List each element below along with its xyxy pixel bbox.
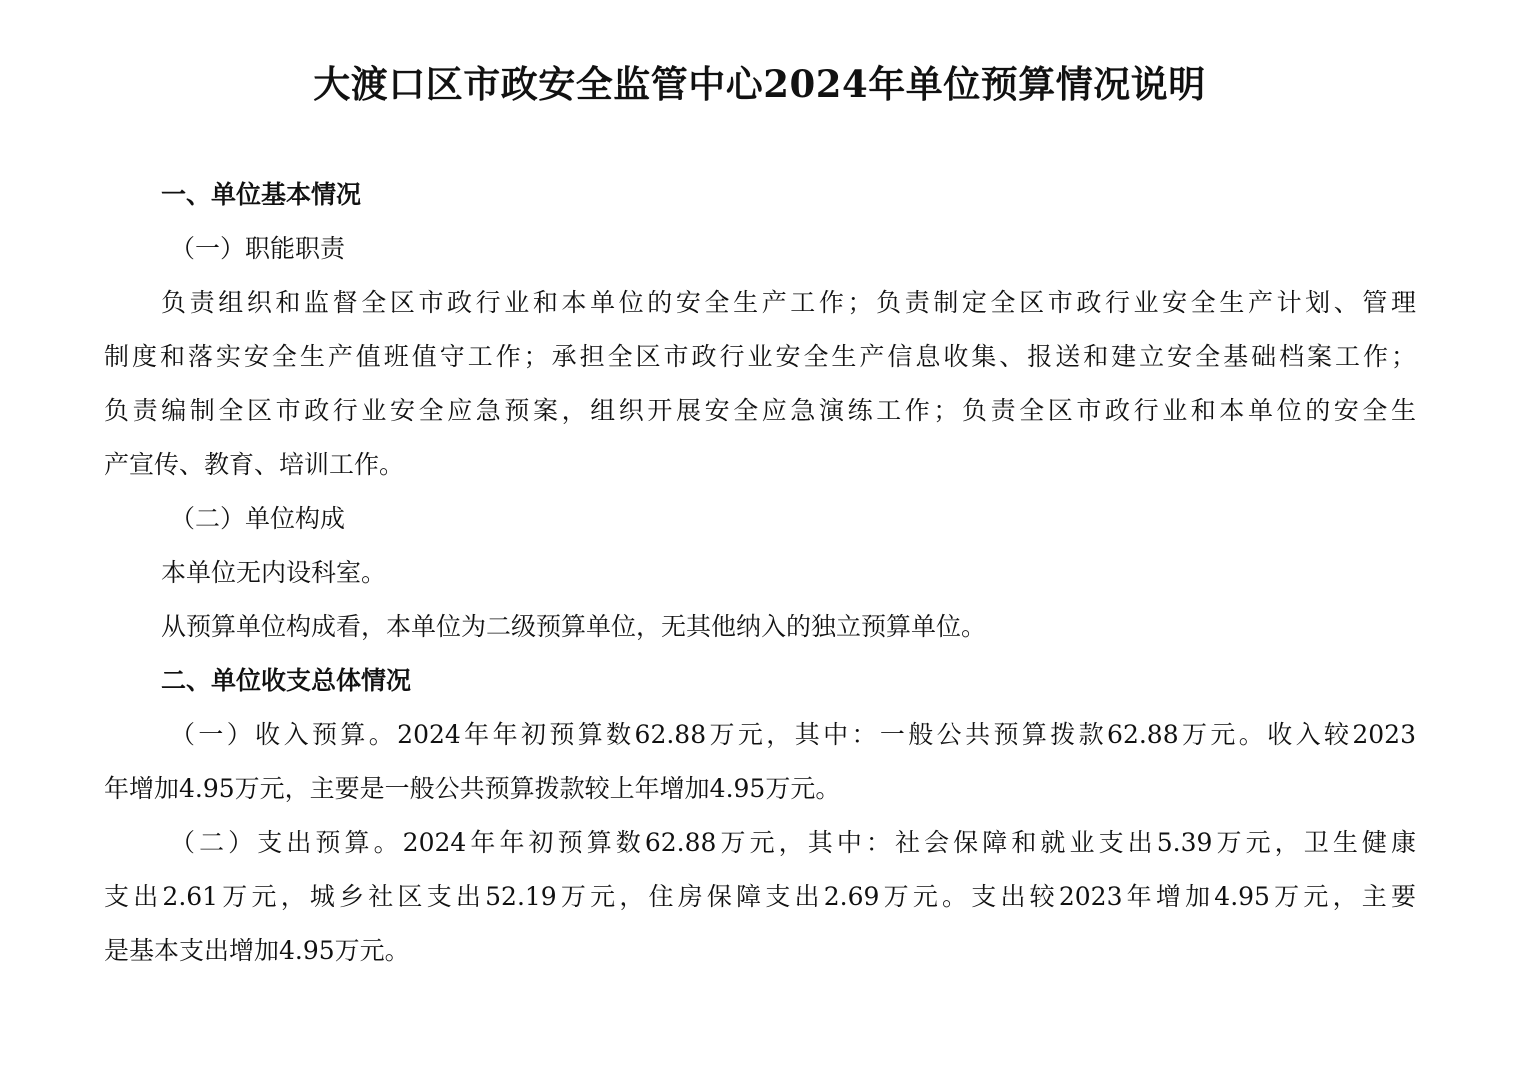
subheading-functions: （一）职能职责 xyxy=(170,234,346,263)
paragraph-line: 负责组织和监督全区市政行业和本单位的安全生产工作；负责制定全区市政行业安全生产计划、管理 xyxy=(161,288,1416,317)
paragraph-line: 从预算单位构成看，本单位为二级预算单位，无其他纳入的独立预算单位。 xyxy=(161,612,987,641)
paragraph-line: 产宣传、教育、培训工作。 xyxy=(104,450,405,479)
paragraph-line: 负责编制全区市政行业安全应急预案，组织开展安全应急演练工作；负责全区市政行业和本单位的安全生 xyxy=(104,396,1416,425)
paragraph-line: （二）支出预算。2024年年初预算数62.88万元，其中：社会保障和就业支出5.39万元，卫生健康 xyxy=(170,828,1416,857)
document-title: 大渡口区市政安全监管中心2024年单位预算情况说明 xyxy=(313,62,1206,106)
paragraph-line: 支出2.61万元，城乡社区支出52.19万元，住房保障支出2.69万元。支出较2023年增加4.95万元，主要 xyxy=(104,882,1416,911)
paragraph-line: 年增加4.95万元，主要是一般公共预算拨款较上年增加4.95万元。 xyxy=(104,774,841,803)
paragraph-line: 本单位无内设科室。 xyxy=(161,558,387,587)
section-heading-basic-info: 一、单位基本情况 xyxy=(161,180,362,209)
paragraph-line: （一）收入预算。2024年年初预算数62.88万元，其中：一般公共预算拨款62.88万元。收入较2023 xyxy=(170,720,1416,749)
subheading-unit-structure: （二）单位构成 xyxy=(170,504,346,533)
paragraph-line: 制度和落实安全生产值班值守工作；承担全区市政行业安全生产信息收集、报送和建立安全基础档案工作； xyxy=(104,342,1416,371)
document-body xyxy=(104,168,1416,978)
paragraph-line: 是基本支出增加4.95万元。 xyxy=(104,936,410,965)
section-heading-revenue-expense: 二、单位收支总体情况 xyxy=(161,666,412,695)
